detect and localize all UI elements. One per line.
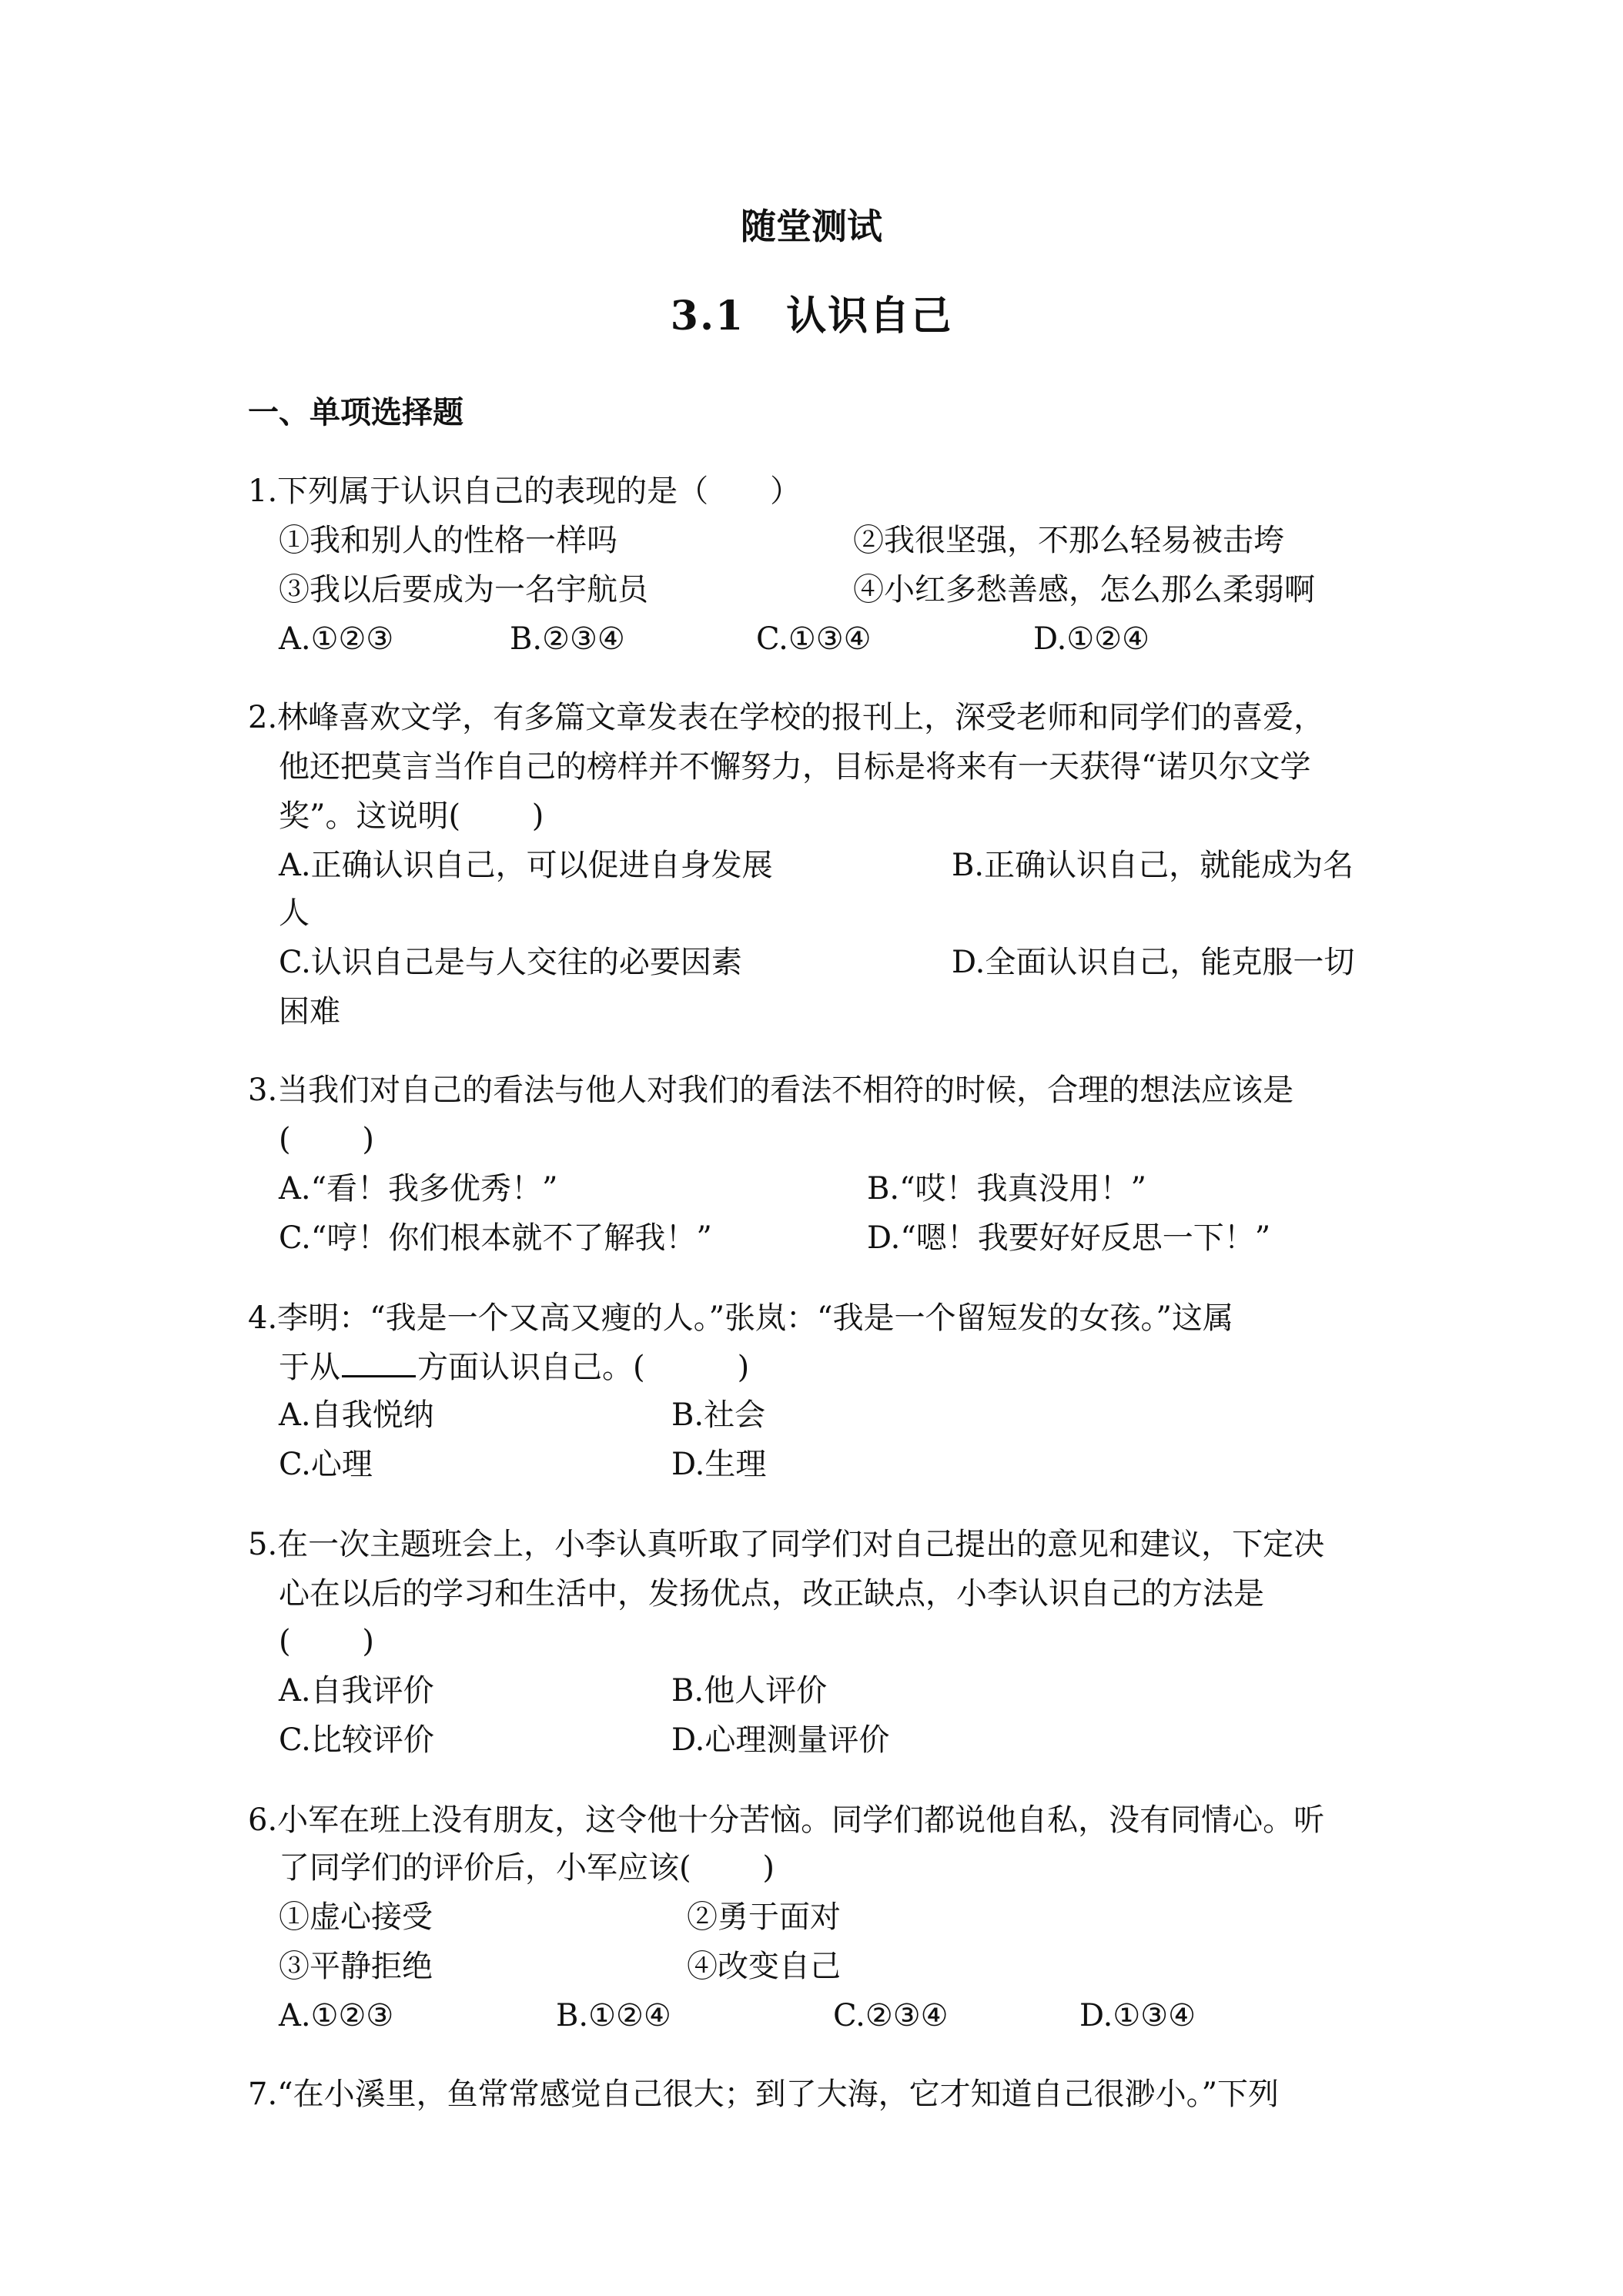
lesson-title: 3.1 认识自己 — [670, 293, 953, 340]
option-d[interactable]: D.心理测量评价 — [671, 1722, 890, 1758]
statement: ④改变自己 — [687, 1949, 841, 1984]
option-a[interactable]: A.自我评价 — [279, 1673, 434, 1709]
option-c[interactable]: C.“哼！你们根本就不了解我！” — [279, 1220, 712, 1256]
option-d[interactable]: D.生理 — [671, 1447, 767, 1482]
option-b-continued: 人 — [279, 895, 310, 931]
option-d[interactable]: D.①②④ — [1033, 621, 1149, 657]
statement: ④小红多愁善感，怎么那么柔弱啊 — [853, 572, 1315, 607]
question-stem — [279, 1346, 749, 1387]
question-stem: 6.小军在班上没有朋友，这令他十分苦恼。同学们都说他自私，没有同情心。听 — [248, 1802, 1325, 1838]
option-c[interactable]: C.认识自己是与人交往的必要因素 — [279, 945, 742, 980]
section-heading: 一、单项选择题 — [248, 394, 463, 430]
option-b[interactable]: B.社会 — [671, 1397, 766, 1433]
question-stem: 2.林峰喜欢文学，有多篇文章发表在学校的报刊上，深受老师和同学们的喜爱， — [248, 700, 1325, 735]
option-b[interactable]: B.②③④ — [510, 621, 625, 657]
statement: ③平静拒绝 — [279, 1949, 433, 1984]
statement: ②勇于面对 — [687, 1899, 841, 1935]
option-c[interactable]: C.心理 — [279, 1447, 373, 1482]
stem-text: 方面认识自己。( ) — [417, 1350, 750, 1385]
option-d-continued: 困难 — [279, 994, 340, 1029]
question-stem: 了同学们的评价后，小军应该( ) — [279, 1850, 775, 1886]
statement: ②我很坚强，不那么轻易被击垮 — [853, 523, 1284, 558]
option-a[interactable]: A.自我悦纳 — [279, 1397, 434, 1433]
option-c[interactable]: C.①③④ — [756, 621, 872, 657]
question-stem: 1.下列属于认识自己的表现的是（ ） — [248, 474, 801, 509]
question-stem: 5.在一次主题班会上，小李认真听取了同学们对自己提出的意见和建议，下定决 — [248, 1527, 1325, 1562]
option-a[interactable]: A.①②③ — [279, 621, 394, 657]
question-stem: 7.“在小溪里，鱼常常感觉自己很大；到了大海，它才知道自己很渺小。”下列 — [248, 2077, 1280, 2112]
question-stem: 4.李明：“我是一个又高又瘦的人。”张岚：“我是一个留短发的女孩。”这属 — [248, 1300, 1233, 1336]
page-title: 随堂测试 — [741, 206, 882, 247]
option-a[interactable]: A.①②③ — [279, 1998, 394, 2033]
option-b[interactable]: B.①②④ — [556, 1998, 671, 2033]
answer-bracket: ( ) — [279, 1624, 374, 1659]
option-d[interactable]: D.“嗯！我要好好反思一下！” — [867, 1220, 1271, 1256]
question-stem: 3.当我们对自己的看法与他人对我们的看法不相符的时候，合理的想法应该是 — [248, 1073, 1294, 1108]
option-b[interactable]: B.正确认识自己，就能成为名 — [952, 848, 1354, 883]
option-a[interactable]: A.“看！我多优秀！” — [279, 1171, 558, 1207]
stem-text: 于从 — [279, 1350, 340, 1385]
answer-bracket: ( ) — [279, 1122, 374, 1157]
question-stem: 他还把莫言当作自己的榜样并不懈努力，目标是将来有一天获得“诺贝尔文学 — [279, 749, 1311, 785]
question-stem: 奖”。这说明( ) — [279, 798, 544, 834]
option-b[interactable]: B.他人评价 — [671, 1673, 828, 1709]
statement: ①我和别人的性格一样吗 — [279, 523, 617, 558]
statement: ①虚心接受 — [279, 1899, 433, 1935]
question-stem: 心在以后的学习和生活中，发扬优点，改正缺点，小李认识自己的方法是 — [279, 1576, 1264, 1612]
option-a[interactable]: A.正确认识自己，可以促进自身发展 — [279, 848, 773, 883]
option-c[interactable]: C.②③④ — [833, 1998, 949, 2033]
fill-blank[interactable] — [342, 1346, 416, 1377]
option-d[interactable]: D.①③④ — [1079, 1998, 1196, 2033]
statement: ③我以后要成为一名宇航员 — [279, 572, 648, 607]
option-d[interactable]: D.全面认识自己，能克服一切 — [952, 945, 1355, 980]
option-b[interactable]: B.“哎！我真没用！” — [867, 1171, 1147, 1207]
option-c[interactable]: C.比较评价 — [279, 1722, 434, 1758]
